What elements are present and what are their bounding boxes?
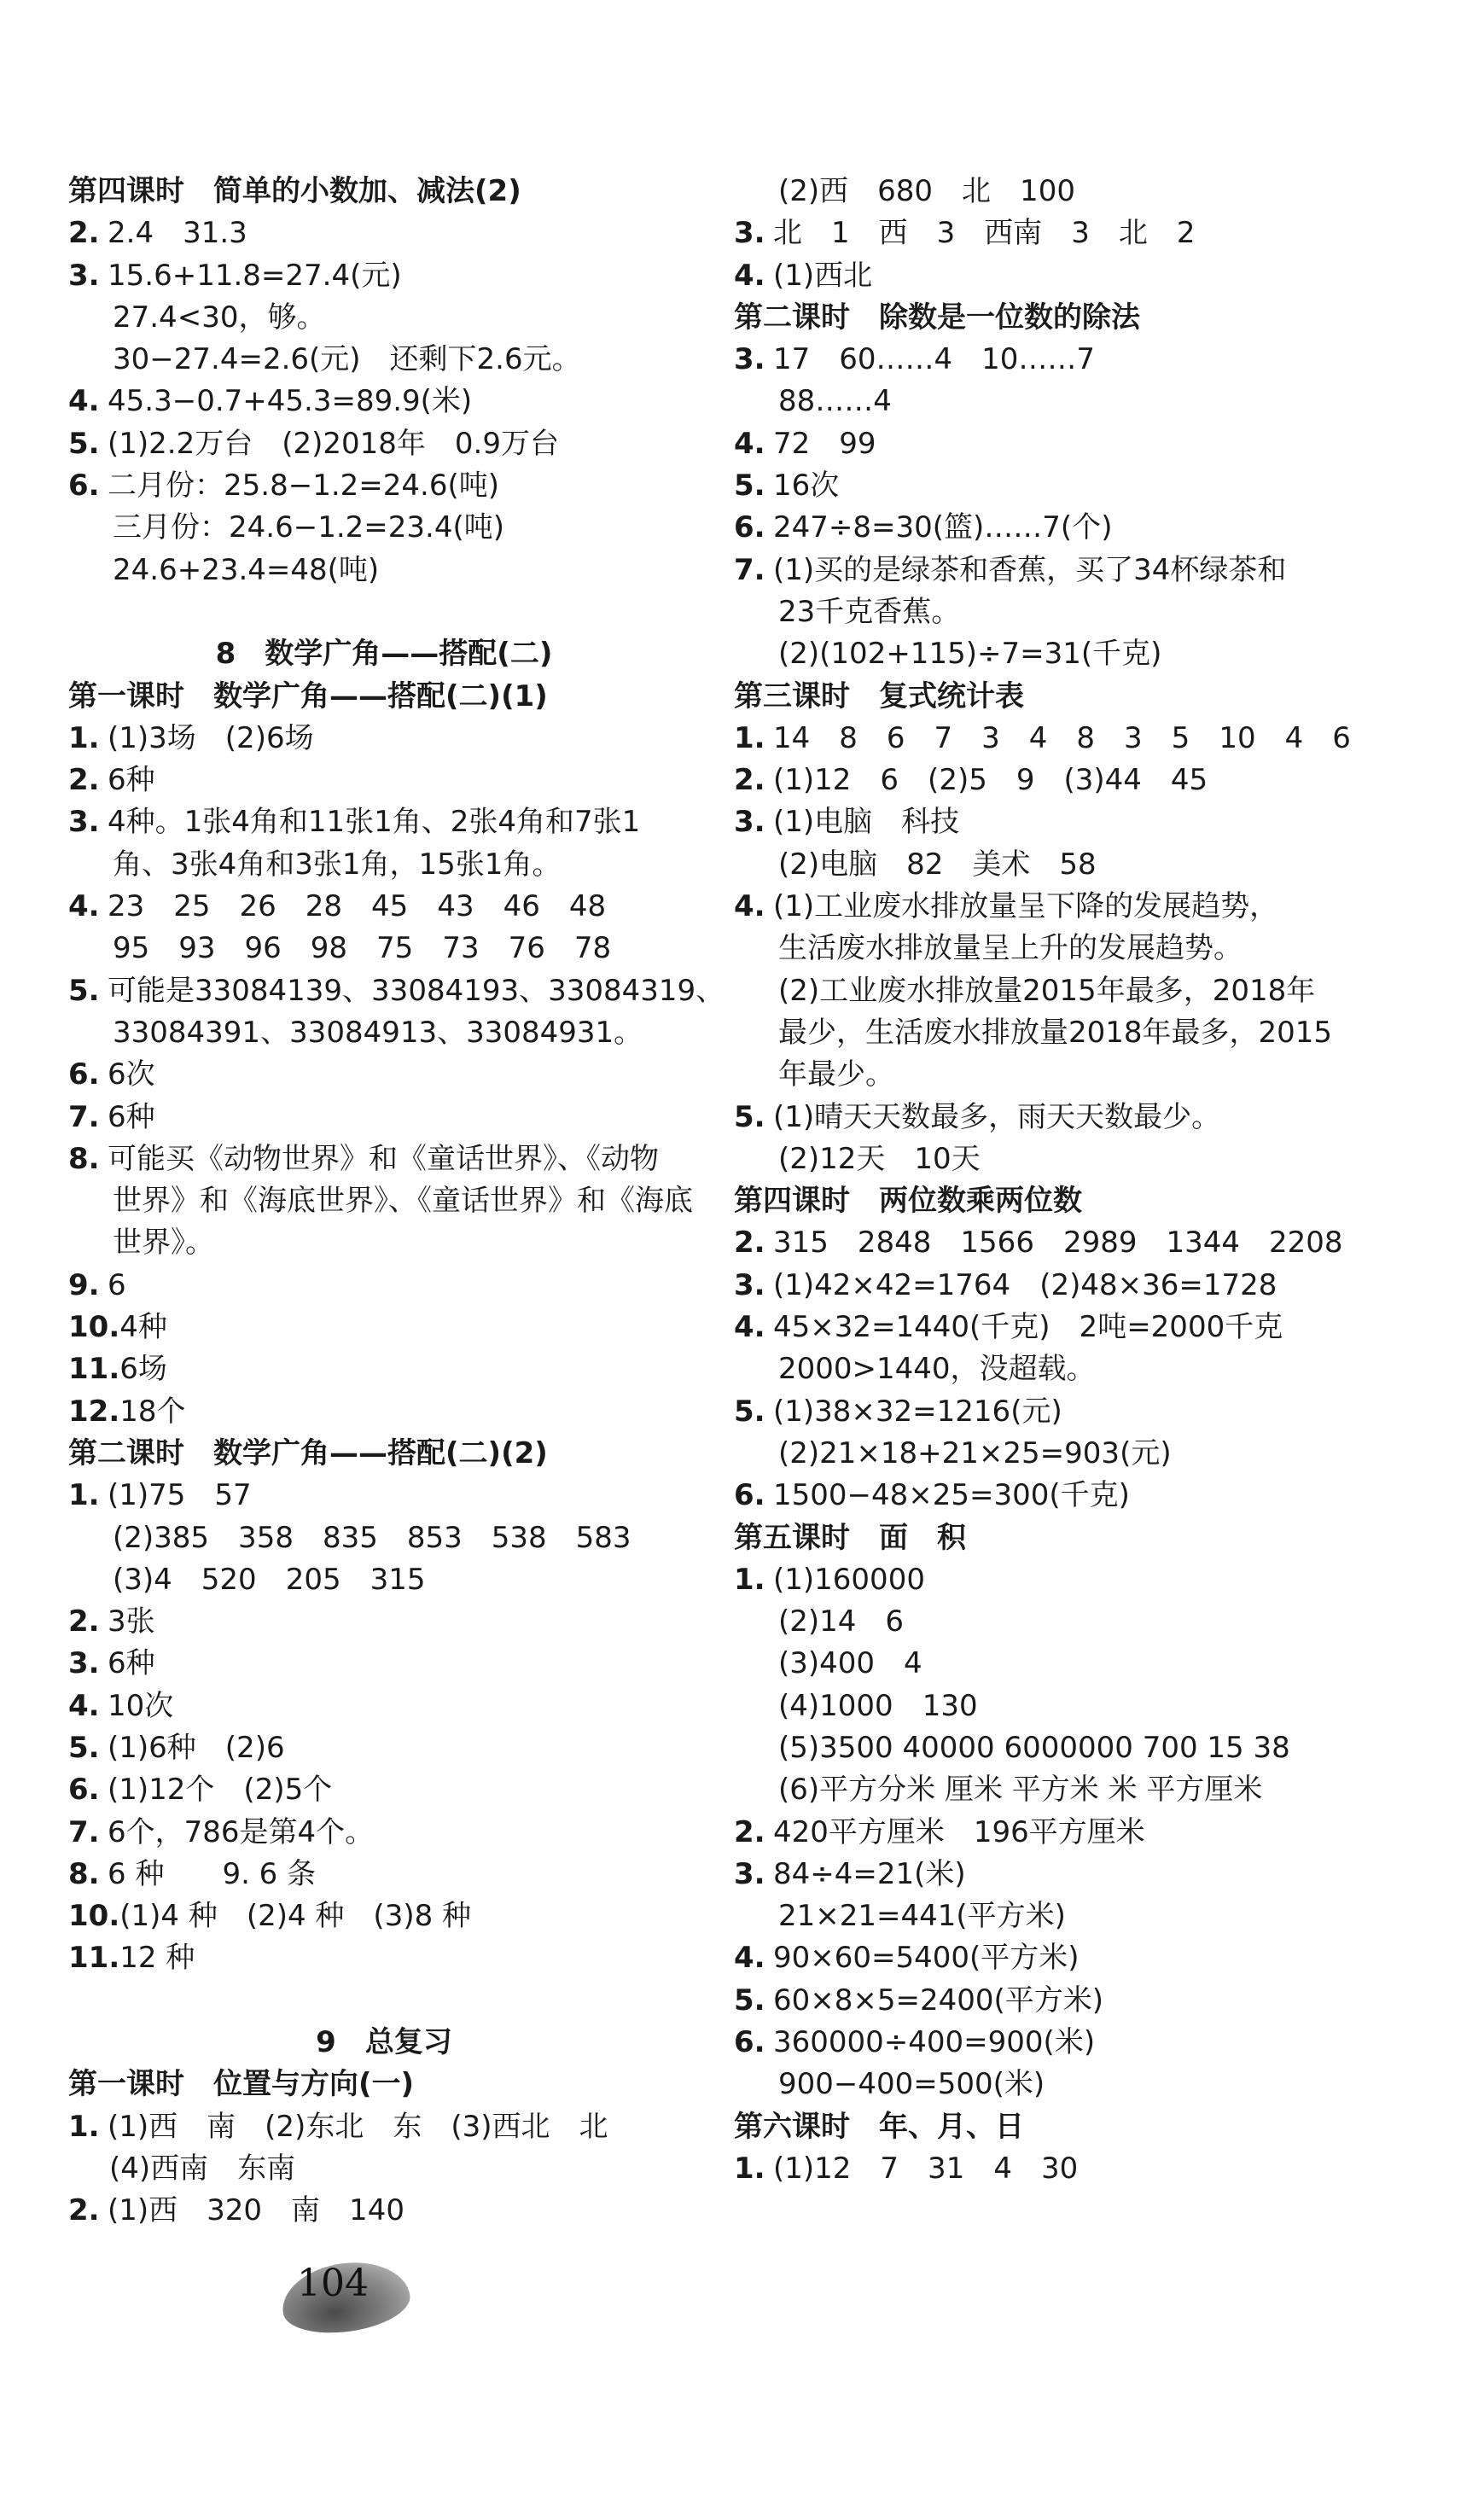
question-number: 3. xyxy=(734,1856,765,1891)
answer-text: 角、3张4角和3张1角，15张1角。 xyxy=(113,847,562,882)
lesson-heading: 第四课时 简单的小数加、减法(2) xyxy=(68,174,521,208)
answer-line xyxy=(68,1265,700,1307)
answer-text: 45.3−0.7+45.3=89.9(米) xyxy=(108,384,473,419)
question-number: 8. xyxy=(68,1141,100,1176)
answer-text: (1)西 320 南 140 xyxy=(108,2193,404,2228)
answer-text: 315 2848 1566 2989 1344 2208 xyxy=(773,1226,1343,1261)
question-number: 5. xyxy=(734,1099,765,1134)
answer-line xyxy=(734,550,1434,591)
answer-line xyxy=(734,2022,1434,2064)
question-number: 3. xyxy=(68,258,100,293)
answer-text: 72 99 xyxy=(773,426,876,461)
answer-line xyxy=(734,1980,1434,2022)
lesson-heading: 第二课时 除数是一位数的除法 xyxy=(734,300,1140,335)
question-number: 11. xyxy=(68,1941,120,1976)
answer-line xyxy=(68,1643,700,1685)
answer-text: 年最少。 xyxy=(778,1057,894,1092)
answer-text: (1)3场 (2)6场 xyxy=(108,720,314,755)
lesson-heading: 第一课时 位置与方向(一) xyxy=(68,2067,415,2102)
answer-continuation xyxy=(68,1517,700,1559)
answer-line xyxy=(68,760,700,801)
answer-line xyxy=(734,1854,1434,1895)
answer-text: 3张 xyxy=(108,1604,155,1639)
question-number: 1. xyxy=(68,720,100,755)
question-number: 6. xyxy=(734,2025,765,2060)
answer-text: (2)12天 10天 xyxy=(778,1141,981,1176)
answer-text: (1)42×42=1764 (2)48×36=1728 xyxy=(773,1267,1277,1302)
question-number: 4. xyxy=(68,889,100,924)
answer-line xyxy=(68,1307,700,1348)
answer-continuation xyxy=(68,1222,700,1264)
answer-continuation xyxy=(734,381,1434,422)
question-number: 2. xyxy=(68,216,100,251)
lesson-heading: 第五课时 面 积 xyxy=(734,1520,966,1555)
answer-continuation xyxy=(734,1433,1434,1475)
answer-text: (1)西北 xyxy=(773,258,873,293)
answer-text: 360000÷400=900(米) xyxy=(773,2025,1096,2060)
question-number: 6. xyxy=(734,510,765,545)
lesson-heading: 第四课时 两位数乘两位数 xyxy=(734,1184,1082,1219)
answer-line xyxy=(68,1895,700,1937)
answer-line xyxy=(68,423,700,465)
answer-text: (1)西 南 (2)东北 东 (3)西北 北 xyxy=(108,2109,608,2144)
answer-line xyxy=(734,886,1434,928)
answer-continuation xyxy=(734,844,1434,886)
answer-text: 世界》。 xyxy=(113,1226,214,1261)
answer-continuation xyxy=(734,1727,1434,1769)
question-number: 2. xyxy=(68,2193,100,2228)
answer-line xyxy=(734,1937,1434,1979)
answer-text: (2)385 358 835 853 538 583 xyxy=(113,1520,631,1555)
answer-line xyxy=(68,213,700,254)
answer-text: 14 8 6 7 3 4 8 3 5 10 4 6 xyxy=(773,720,1351,755)
question-number: 10. xyxy=(68,1310,120,1345)
answer-text: 北 1 西 3 西南 3 北 2 xyxy=(773,216,1196,251)
question-number: 5. xyxy=(734,1983,765,2018)
answer-text: (2)(102+115)÷7=31(千克) xyxy=(778,637,1162,672)
answer-text: 900−400=500(米) xyxy=(778,2067,1045,2102)
answer-text: (2)工业废水排放量2015年最多，2018年 xyxy=(778,973,1316,1008)
answer-line xyxy=(68,1812,700,1854)
answer-continuation xyxy=(734,2064,1434,2105)
answer-text: (4)1000 130 xyxy=(778,1688,978,1723)
answer-line xyxy=(734,1391,1434,1433)
answer-line xyxy=(68,1391,700,1433)
answer-text: 88……4 xyxy=(778,384,892,419)
answer-text: 18个 xyxy=(119,1394,186,1429)
answer-line xyxy=(68,801,700,843)
answer-continuation xyxy=(68,1012,700,1054)
right-column xyxy=(734,171,1434,2190)
answer-line xyxy=(68,1769,700,1811)
answer-text: (2)西 680 北 100 xyxy=(778,174,1075,208)
answer-text: (3)400 4 xyxy=(778,1646,922,1681)
answer-line xyxy=(68,1601,700,1643)
answer-text: 16次 xyxy=(773,469,840,504)
question-number: 4. xyxy=(734,1310,765,1345)
answer-text: 6次 xyxy=(108,1057,155,1092)
answer-text: 6种 xyxy=(108,1646,155,1681)
answer-continuation xyxy=(68,1559,700,1601)
answer-continuation xyxy=(68,2148,700,2190)
answer-text: 6 xyxy=(108,1267,126,1302)
answer-line xyxy=(68,2190,700,2232)
answer-line xyxy=(68,465,700,507)
answer-text: (5)3500 40000 6000000 700 15 38 xyxy=(778,1730,1290,1765)
answer-text: 6种 xyxy=(108,763,155,798)
answer-continuation xyxy=(68,507,700,549)
question-number: 6. xyxy=(68,1773,100,1808)
answer-text: (4)西南 东南 xyxy=(109,2151,296,2186)
answer-line xyxy=(734,255,1434,297)
lesson-heading: 第六课时 年、月、日 xyxy=(734,2109,1024,2144)
answer-text: (1)2.2万台 (2)2018年 0.9万台 xyxy=(108,426,559,461)
question-number: 5. xyxy=(68,426,100,461)
answer-continuation xyxy=(734,1138,1434,1180)
answer-text: (3)4 520 205 315 xyxy=(113,1562,426,1597)
answer-line xyxy=(734,718,1434,760)
answer-text: 33084391、33084913、33084931。 xyxy=(113,1015,643,1050)
answer-line xyxy=(68,1854,700,1895)
answer-continuation xyxy=(68,928,700,970)
answer-continuation xyxy=(734,633,1434,675)
answer-text: (1)38×32=1216(元) xyxy=(773,1394,1062,1429)
question-number: 1. xyxy=(68,1478,100,1513)
question-number: 2. xyxy=(68,763,100,798)
page-number-badge xyxy=(282,2253,384,2338)
question-number: 2. xyxy=(734,1226,765,1261)
lesson-heading: 第三课时 复式统计表 xyxy=(734,678,1024,713)
answer-continuation xyxy=(734,970,1434,1012)
answer-text: 三月份：24.6−1.2=23.4(吨) xyxy=(113,510,504,545)
answer-line xyxy=(734,507,1434,549)
answer-text: 4种 xyxy=(119,1310,167,1345)
question-number: 1. xyxy=(734,2151,765,2186)
question-number: 5. xyxy=(68,973,100,1008)
answer-continuation xyxy=(734,1769,1434,1811)
answer-text: 84÷4=21(米) xyxy=(773,1856,966,1891)
answer-line xyxy=(68,1475,700,1517)
answer-line xyxy=(734,339,1434,381)
answer-text: 45×32=1440(千克) 2吨=2000千克 xyxy=(773,1310,1283,1345)
question-number: 11. xyxy=(68,1352,120,1387)
answer-text: 4种。1张4角和11张1角、2张4角和7张1 xyxy=(108,805,641,840)
answer-text: (1)12 7 31 4 30 xyxy=(773,2151,1079,2186)
answer-continuation xyxy=(734,1895,1434,1937)
answer-line xyxy=(68,1937,700,1979)
left-column xyxy=(68,171,725,2233)
answer-text: 17 60……4 10……7 xyxy=(773,342,1096,377)
question-number: 7. xyxy=(68,1814,100,1849)
answer-text: (1)12个 (2)5个 xyxy=(108,1773,333,1808)
answer-line xyxy=(68,1727,700,1769)
answer-text: 生活废水排放量呈上升的发展趋势。 xyxy=(778,931,1242,966)
question-number: 5. xyxy=(734,469,765,504)
answer-line xyxy=(734,1812,1434,1854)
answer-text: 420平方厘米 196平方厘米 xyxy=(773,1814,1145,1849)
answer-text: (6)平方分米 厘米 平方米 米 平方厘米 xyxy=(778,1773,1263,1808)
answer-line xyxy=(68,1054,700,1096)
lesson-heading: 第二课时 数学广角——搭配(二)(2) xyxy=(68,1435,548,1470)
question-number: 2. xyxy=(68,1604,100,1639)
answer-text: 12 种 xyxy=(119,1941,195,1976)
answer-continuation xyxy=(734,1601,1434,1643)
answer-text: 2.4 31.3 xyxy=(108,216,247,251)
answer-line xyxy=(734,1559,1434,1601)
answer-text: (1)晴天天数最多，雨天天数最少。 xyxy=(773,1099,1221,1134)
answer-text: (1)工业废水排放量呈下降的发展趋势， xyxy=(773,889,1279,924)
answer-line xyxy=(734,423,1434,465)
answer-continuation xyxy=(68,339,700,381)
page-number: 104 xyxy=(297,2262,369,2305)
answer-text: 6 种 9. 6 条 xyxy=(108,1856,317,1891)
answer-continuation xyxy=(68,1180,700,1222)
answer-text: (1)电脑 科技 xyxy=(773,805,960,840)
question-number: 7. xyxy=(68,1099,100,1134)
question-number: 3. xyxy=(68,1646,100,1681)
answer-text: 15.6+11.8=27.4(元) xyxy=(108,258,402,293)
answer-text: 23 25 26 28 45 43 46 48 xyxy=(108,889,607,924)
question-number: 4. xyxy=(68,384,100,419)
answer-text: 可能买《动物世界》和《童话世界》、《动物 xyxy=(108,1141,659,1176)
answer-text: 95 93 96 98 75 73 76 78 xyxy=(113,931,612,966)
question-number: 6. xyxy=(68,1057,100,1092)
answer-text: (1)买的是绿茶和香蕉，买了34杯绿茶和 xyxy=(773,552,1287,587)
question-number: 4. xyxy=(734,1941,765,1976)
question-number: 4. xyxy=(734,258,765,293)
question-number: 4. xyxy=(734,426,765,461)
answer-text: (2)14 6 xyxy=(778,1604,905,1639)
answer-text: 1500−48×25=300(千克) xyxy=(773,1478,1130,1513)
answer-text: 2000>1440，没超载。 xyxy=(778,1352,1096,1387)
answer-text: 6场 xyxy=(119,1352,167,1387)
question-number: 7. xyxy=(734,552,765,587)
answer-continuation xyxy=(734,1643,1434,1685)
answer-text: 10次 xyxy=(108,1688,174,1723)
answer-continuation xyxy=(734,1686,1434,1727)
answer-continuation xyxy=(68,550,700,591)
question-number: 3. xyxy=(68,805,100,840)
answer-text: 60×8×5=2400(平方米) xyxy=(773,1983,1104,2018)
answer-line xyxy=(68,255,700,297)
question-number: 3. xyxy=(734,805,765,840)
answer-text: 6个，786是第4个。 xyxy=(108,1814,375,1849)
answer-line xyxy=(68,886,700,928)
answer-line xyxy=(734,213,1434,254)
answer-line xyxy=(68,1138,700,1180)
answer-text: (2)电脑 82 美术 58 xyxy=(778,847,1097,882)
answer-line xyxy=(68,1097,700,1138)
answer-line xyxy=(734,2148,1434,2190)
question-number: 5. xyxy=(68,1730,100,1765)
answer-text: (1)75 57 xyxy=(108,1478,252,1513)
answer-line xyxy=(68,1348,700,1390)
answer-text: 90×60=5400(平方米) xyxy=(773,1941,1080,1976)
answer-text: 最少，生活废水排放量2018年最多，2015 xyxy=(778,1015,1333,1050)
answer-line xyxy=(68,1686,700,1727)
answer-line xyxy=(68,2106,700,2148)
answer-continuation xyxy=(734,171,1434,213)
answer-text: 247÷8=30(篮)……7(个) xyxy=(773,510,1113,545)
question-number: 3. xyxy=(734,216,765,251)
answer-line xyxy=(734,465,1434,507)
question-number: 1. xyxy=(734,1562,765,1597)
answer-line xyxy=(68,718,700,760)
question-number: 2. xyxy=(734,1814,765,1849)
answer-line xyxy=(68,970,725,1012)
spacer xyxy=(68,1980,700,2022)
answer-continuation xyxy=(68,844,700,886)
question-number: 4. xyxy=(734,889,765,924)
answer-line xyxy=(734,801,1434,843)
question-number: 3. xyxy=(734,342,765,377)
section-heading: 9 总复习 xyxy=(316,2025,452,2060)
answer-line xyxy=(68,381,700,422)
question-number: 6. xyxy=(734,1478,765,1513)
answer-text: 21×21=441(平方米) xyxy=(778,1899,1066,1934)
answer-continuation xyxy=(734,1054,1434,1096)
answer-line xyxy=(734,1475,1434,1517)
answer-text: 世界》和《海底世界》、《童话世界》和《海底 xyxy=(113,1184,693,1219)
answer-text: 30−27.4=2.6(元) 还剩下2.6元。 xyxy=(113,342,581,377)
question-number: 10. xyxy=(68,1899,120,1934)
question-number: 1. xyxy=(734,720,765,755)
answer-continuation xyxy=(734,1348,1434,1390)
spacer xyxy=(68,591,700,633)
answer-text: 二月份：25.8−1.2=24.6(吨) xyxy=(108,469,499,504)
answer-text: (1)4 种 (2)4 种 (3)8 种 xyxy=(119,1899,472,1934)
answer-line xyxy=(734,1222,1434,1264)
question-number: 2. xyxy=(734,763,765,798)
answer-text: 24.6+23.4=48(吨) xyxy=(113,552,380,587)
answer-continuation xyxy=(734,928,1434,970)
answer-line xyxy=(734,1307,1434,1348)
answer-continuation xyxy=(734,591,1434,633)
answer-continuation xyxy=(68,297,700,339)
answer-text: (1)160000 xyxy=(773,1562,925,1597)
question-number: 8. xyxy=(68,1856,100,1891)
question-number: 9. xyxy=(68,1267,100,1302)
question-number: 12. xyxy=(68,1394,120,1429)
answer-text: (2)21×18+21×25=903(元) xyxy=(778,1435,1172,1470)
section-heading: 8 数学广角——搭配(二) xyxy=(215,637,553,672)
answer-text: 可能是33084139、33084193、33084319、 xyxy=(108,973,725,1008)
answer-line xyxy=(734,1265,1434,1307)
question-number: 1. xyxy=(68,2109,100,2144)
answer-text: 27.4<30，够。 xyxy=(113,300,326,335)
answer-text: (1)6种 (2)6 xyxy=(108,1730,285,1765)
answer-text: 23千克香蕉。 xyxy=(778,594,961,629)
question-number: 6. xyxy=(68,469,100,504)
lesson-heading: 第一课时 数学广角——搭配(二)(1) xyxy=(68,678,548,713)
answer-text: (1)12 6 (2)5 9 (3)44 45 xyxy=(773,763,1208,798)
answer-continuation xyxy=(734,1012,1434,1054)
question-number: 4. xyxy=(68,1688,100,1723)
answer-line xyxy=(734,1097,1434,1138)
question-number: 5. xyxy=(734,1394,765,1429)
answer-line xyxy=(734,760,1434,801)
question-number: 3. xyxy=(734,1267,765,1302)
answer-text: 6种 xyxy=(108,1099,155,1134)
